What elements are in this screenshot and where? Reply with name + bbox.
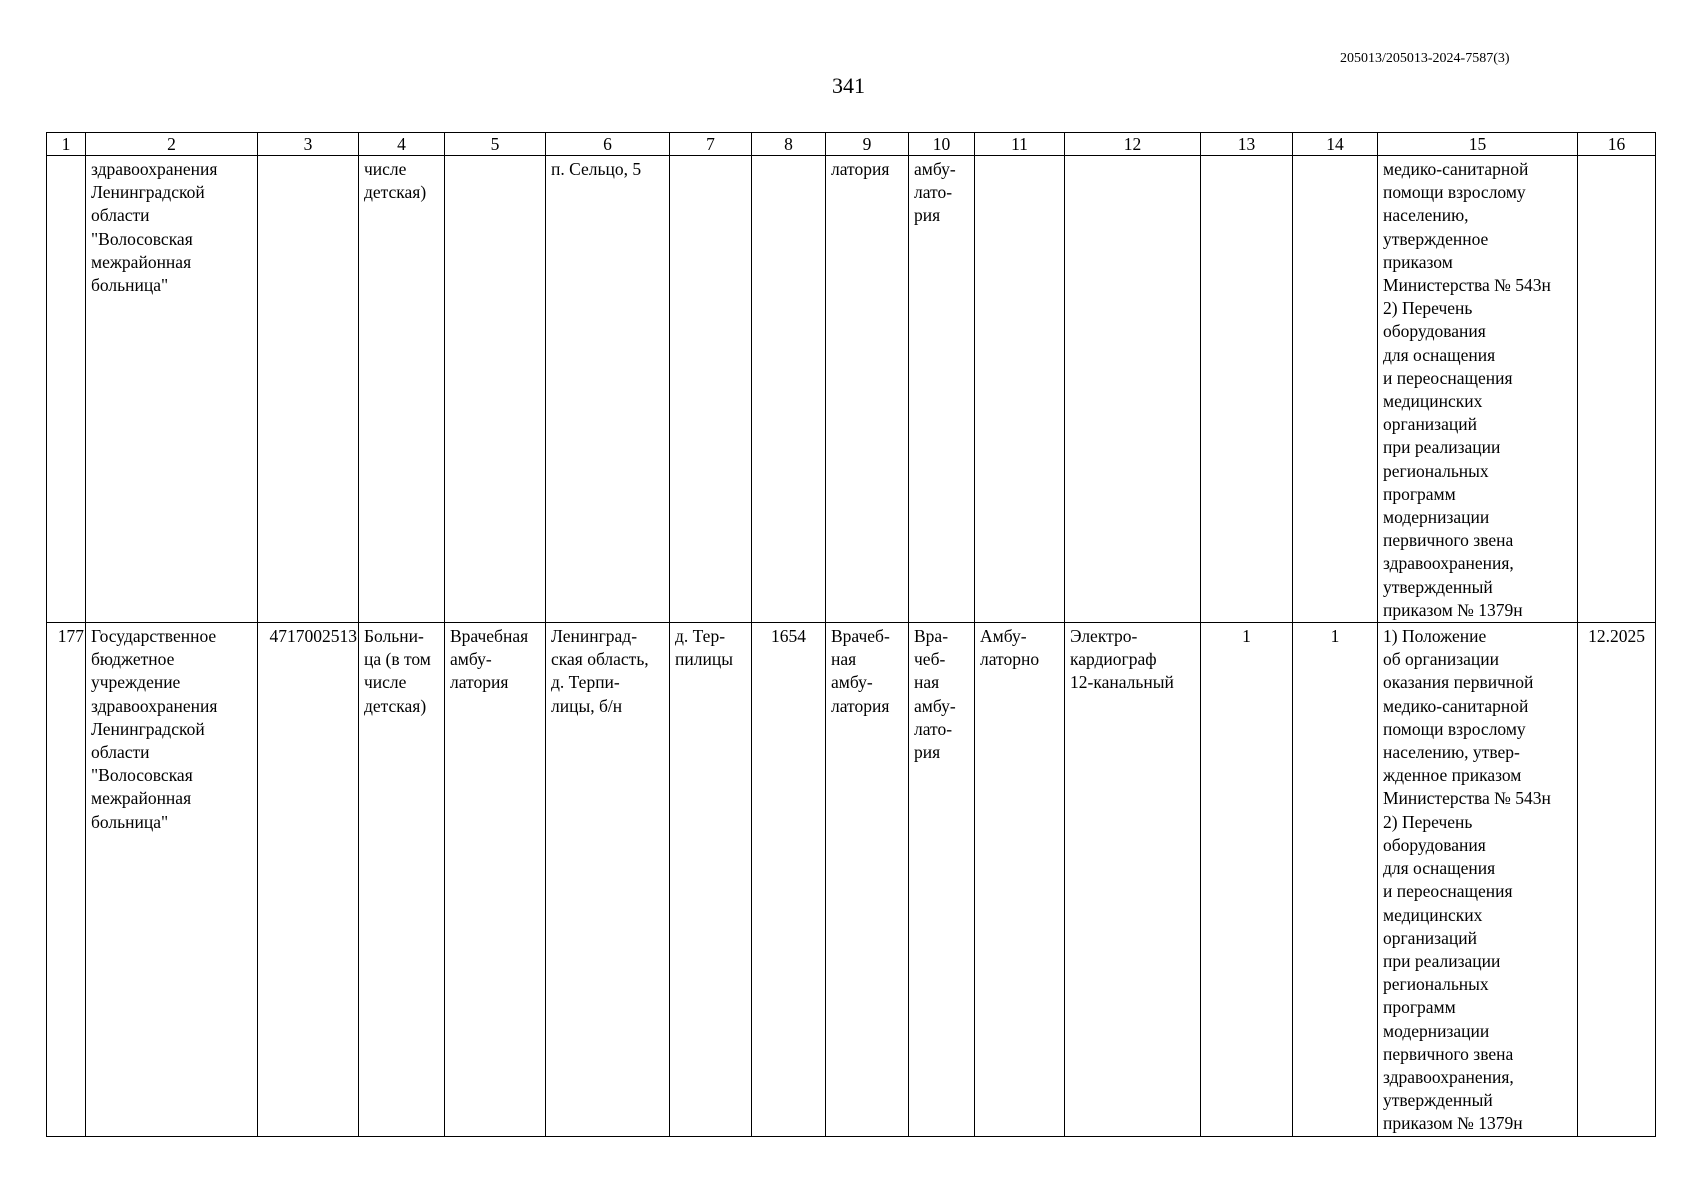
column-number: 6 [546,133,670,156]
unit-type-cell: Врачебная амбу- латория [445,623,546,1136]
page-number: 341 [832,73,865,98]
care-condition-cell: Амбу- латорно [975,623,1065,1136]
column-number: 2 [86,133,258,156]
department-cell: Вра- чеб- ная амбу- лато- рия [909,623,975,1136]
unit-type-cell [445,156,546,623]
quantity-cell: 1 [1201,623,1293,1136]
subdivision-cell: Врачеб- ная амбу- латория [826,623,909,1136]
department-cell: амбу- лато- рия [909,156,975,623]
column-number: 12 [1065,133,1201,156]
basis-cell: медико-санитарной помощи взрослому населению, утвержденное приказом Министерства № 543н 2) Перечень оборудования для оснащения и переоснащения медицинских организаций при реализации региональных программ модернизации первичного звена здравоохранения, утвержденный приказом № 1379н [1378,156,1578,623]
column-number: 1 [47,133,86,156]
inn-cell [258,156,359,623]
column-number: 3 [258,133,359,156]
column-number: 7 [670,133,752,156]
address-cell: п. Сельцо, 5 [546,156,670,623]
column-number: 9 [826,133,909,156]
address-cell: Ленинград- ская область, д. Терпи- лицы, б/н [546,623,670,1136]
column-number-row [47,133,1656,156]
table-row [47,156,1656,623]
care-condition-cell [975,156,1065,623]
facility-type-cell: числе детская) [359,156,445,623]
locality-cell [670,156,752,623]
equipment-cell: Электро- кардиограф 12-канальный [1065,623,1201,1136]
quantity-cell [1201,156,1293,623]
row-number-cell: 177 [47,623,86,1136]
document-id: 205013/205013-2024-7587(3) [1340,51,1510,66]
organization-cell: здравоохранения Ленинградской области "Волосовская межрайонная больница" [86,156,258,623]
facility-type-cell: Больни- ца (в том числе детская) [359,623,445,1136]
inn-cell: 4717002513 [258,623,359,1136]
subdivision-cell: латория [826,156,909,623]
data-table [46,132,1656,1137]
column-number: 8 [752,133,826,156]
column-number: 14 [1293,133,1378,156]
population-cell [752,156,826,623]
table-row [47,623,1656,1136]
column-number: 16 [1578,133,1656,156]
date-cell [1578,156,1656,623]
column-number: 10 [909,133,975,156]
equipment-cell [1065,156,1201,623]
locality-cell: д. Тер- пилицы [670,623,752,1136]
quantity-cell: 1 [1293,623,1378,1136]
quantity-cell [1293,156,1378,623]
organization-cell: Государственное бюджетное учреждение здравоохранения Ленинградской области "Волосовская межрайонная больница" [86,623,258,1136]
row-number-cell [47,156,86,623]
column-number: 13 [1201,133,1293,156]
date-cell: 12.2025 [1578,623,1656,1136]
basis-cell: 1) Положение об организации оказания первичной медико-санитарной помощи взрослому населению, утвер- жденное приказом Министерства № 543н 2) Перечень оборудования для оснащения и переоснащения медицинских организаций при реализации региональных программ модернизации первичного звена здравоохранения, утвержденный приказом № 1379н [1378,623,1578,1136]
column-number: 5 [445,133,546,156]
column-number: 15 [1378,133,1578,156]
column-number: 11 [975,133,1065,156]
column-number: 4 [359,133,445,156]
population-cell: 1654 [752,623,826,1136]
